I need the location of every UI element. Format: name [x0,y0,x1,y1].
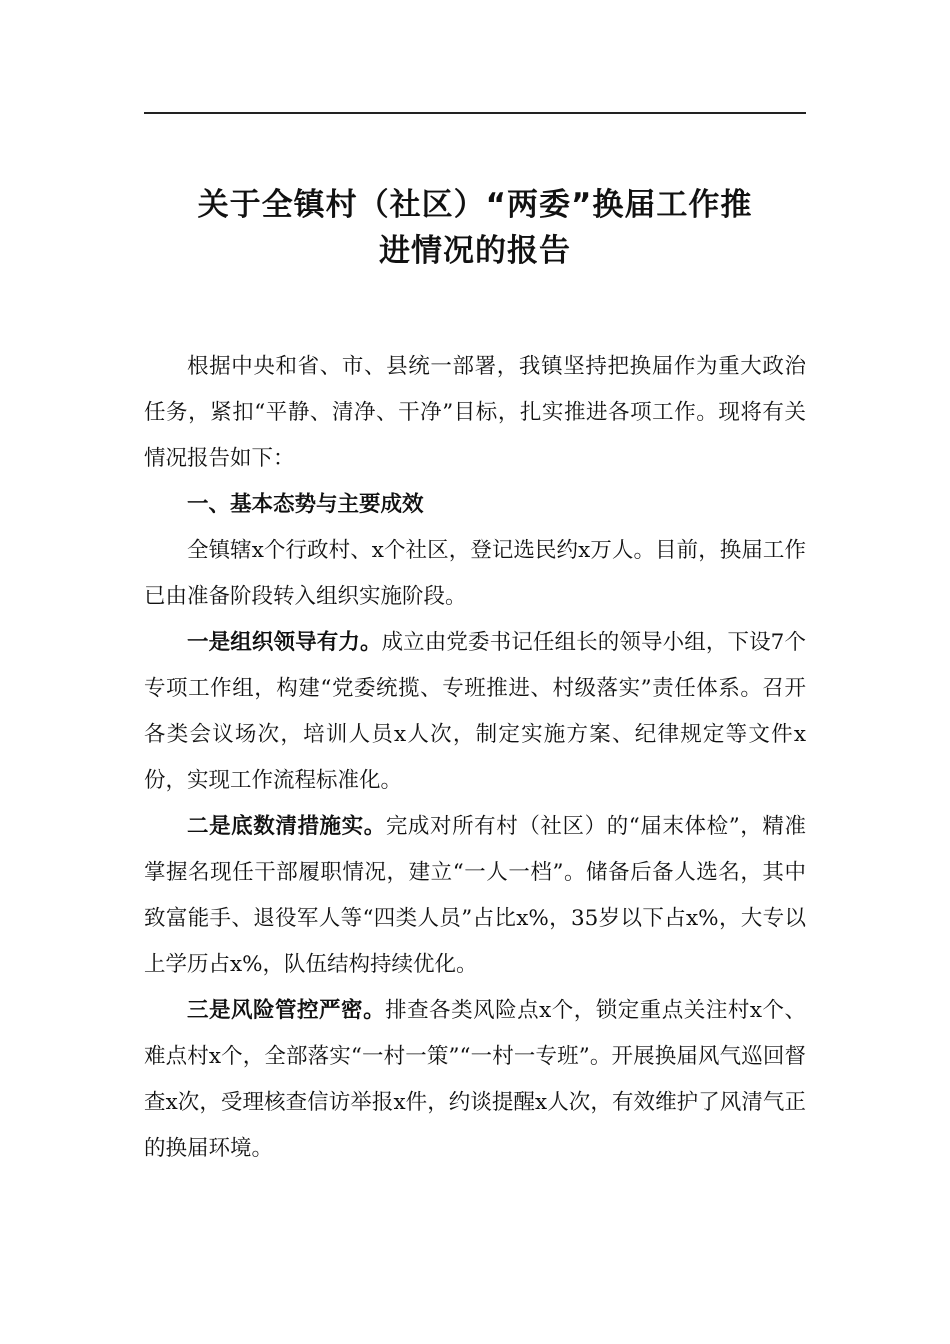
point-lead-3: 三是风险管控严密。 [187,998,386,1023]
point-paragraph-2 [144,804,806,988]
overview-paragraph: 全镇辖x个行政村、x个社区，登记选民约x万人。目前，换届工作已由准备阶段转入组织实施阶段。 [144,538,806,609]
document-title [144,182,806,274]
title-line-1: 关于全镇村（社区）“两委”换届工作推 [197,187,753,223]
header-rule [144,112,806,114]
document-body [144,344,806,1172]
section-heading: 一、基本态势与主要成效 [187,492,424,517]
point-text-1: 成立由党委书记任组长的领导小组，下设7个专项工作组，构建“党委统揽、专班推进、村级落实”责任体系。召开各类会议场次，培训人员x人次，制定实施方案、纪律规定等文件x份，实现工作流程标准化。 [144,630,806,793]
point-lead-1: 一是组织领导有力。 [187,630,382,655]
point-text-2: 完成对所有村（社区）的“届末体检”，精准掌握名现任干部履职情况，建立“一人一档”。储备后备人选名，其中致富能手、退役军人等“四类人员”占比x%，35岁以下占x%，大专以上学历占x%，队伍结构持续优化。 [144,814,806,977]
point-lead-2: 二是底数清措施实。 [187,814,386,839]
point-text-3: 排查各类风险点x个，锁定重点关注村x个、难点村x个，全部落实“一村一策”“一村一专班”。开展换届风气巡回督查x次，受理核查信访举报x件，约谈提醒x人次，有效维护了风清气正的换届环境。 [144,998,806,1161]
intro-paragraph: 根据中央和省、市、县统一部署，我镇坚持把换届作为重大政治任务，紧扣“平静、清净、干净”目标，扎实推进各项工作。现将有关情况报告如下： [144,354,806,471]
title-line-2: 进情况的报告 [379,233,571,269]
point-paragraph-3 [144,988,806,1172]
point-paragraph-1 [144,620,806,804]
